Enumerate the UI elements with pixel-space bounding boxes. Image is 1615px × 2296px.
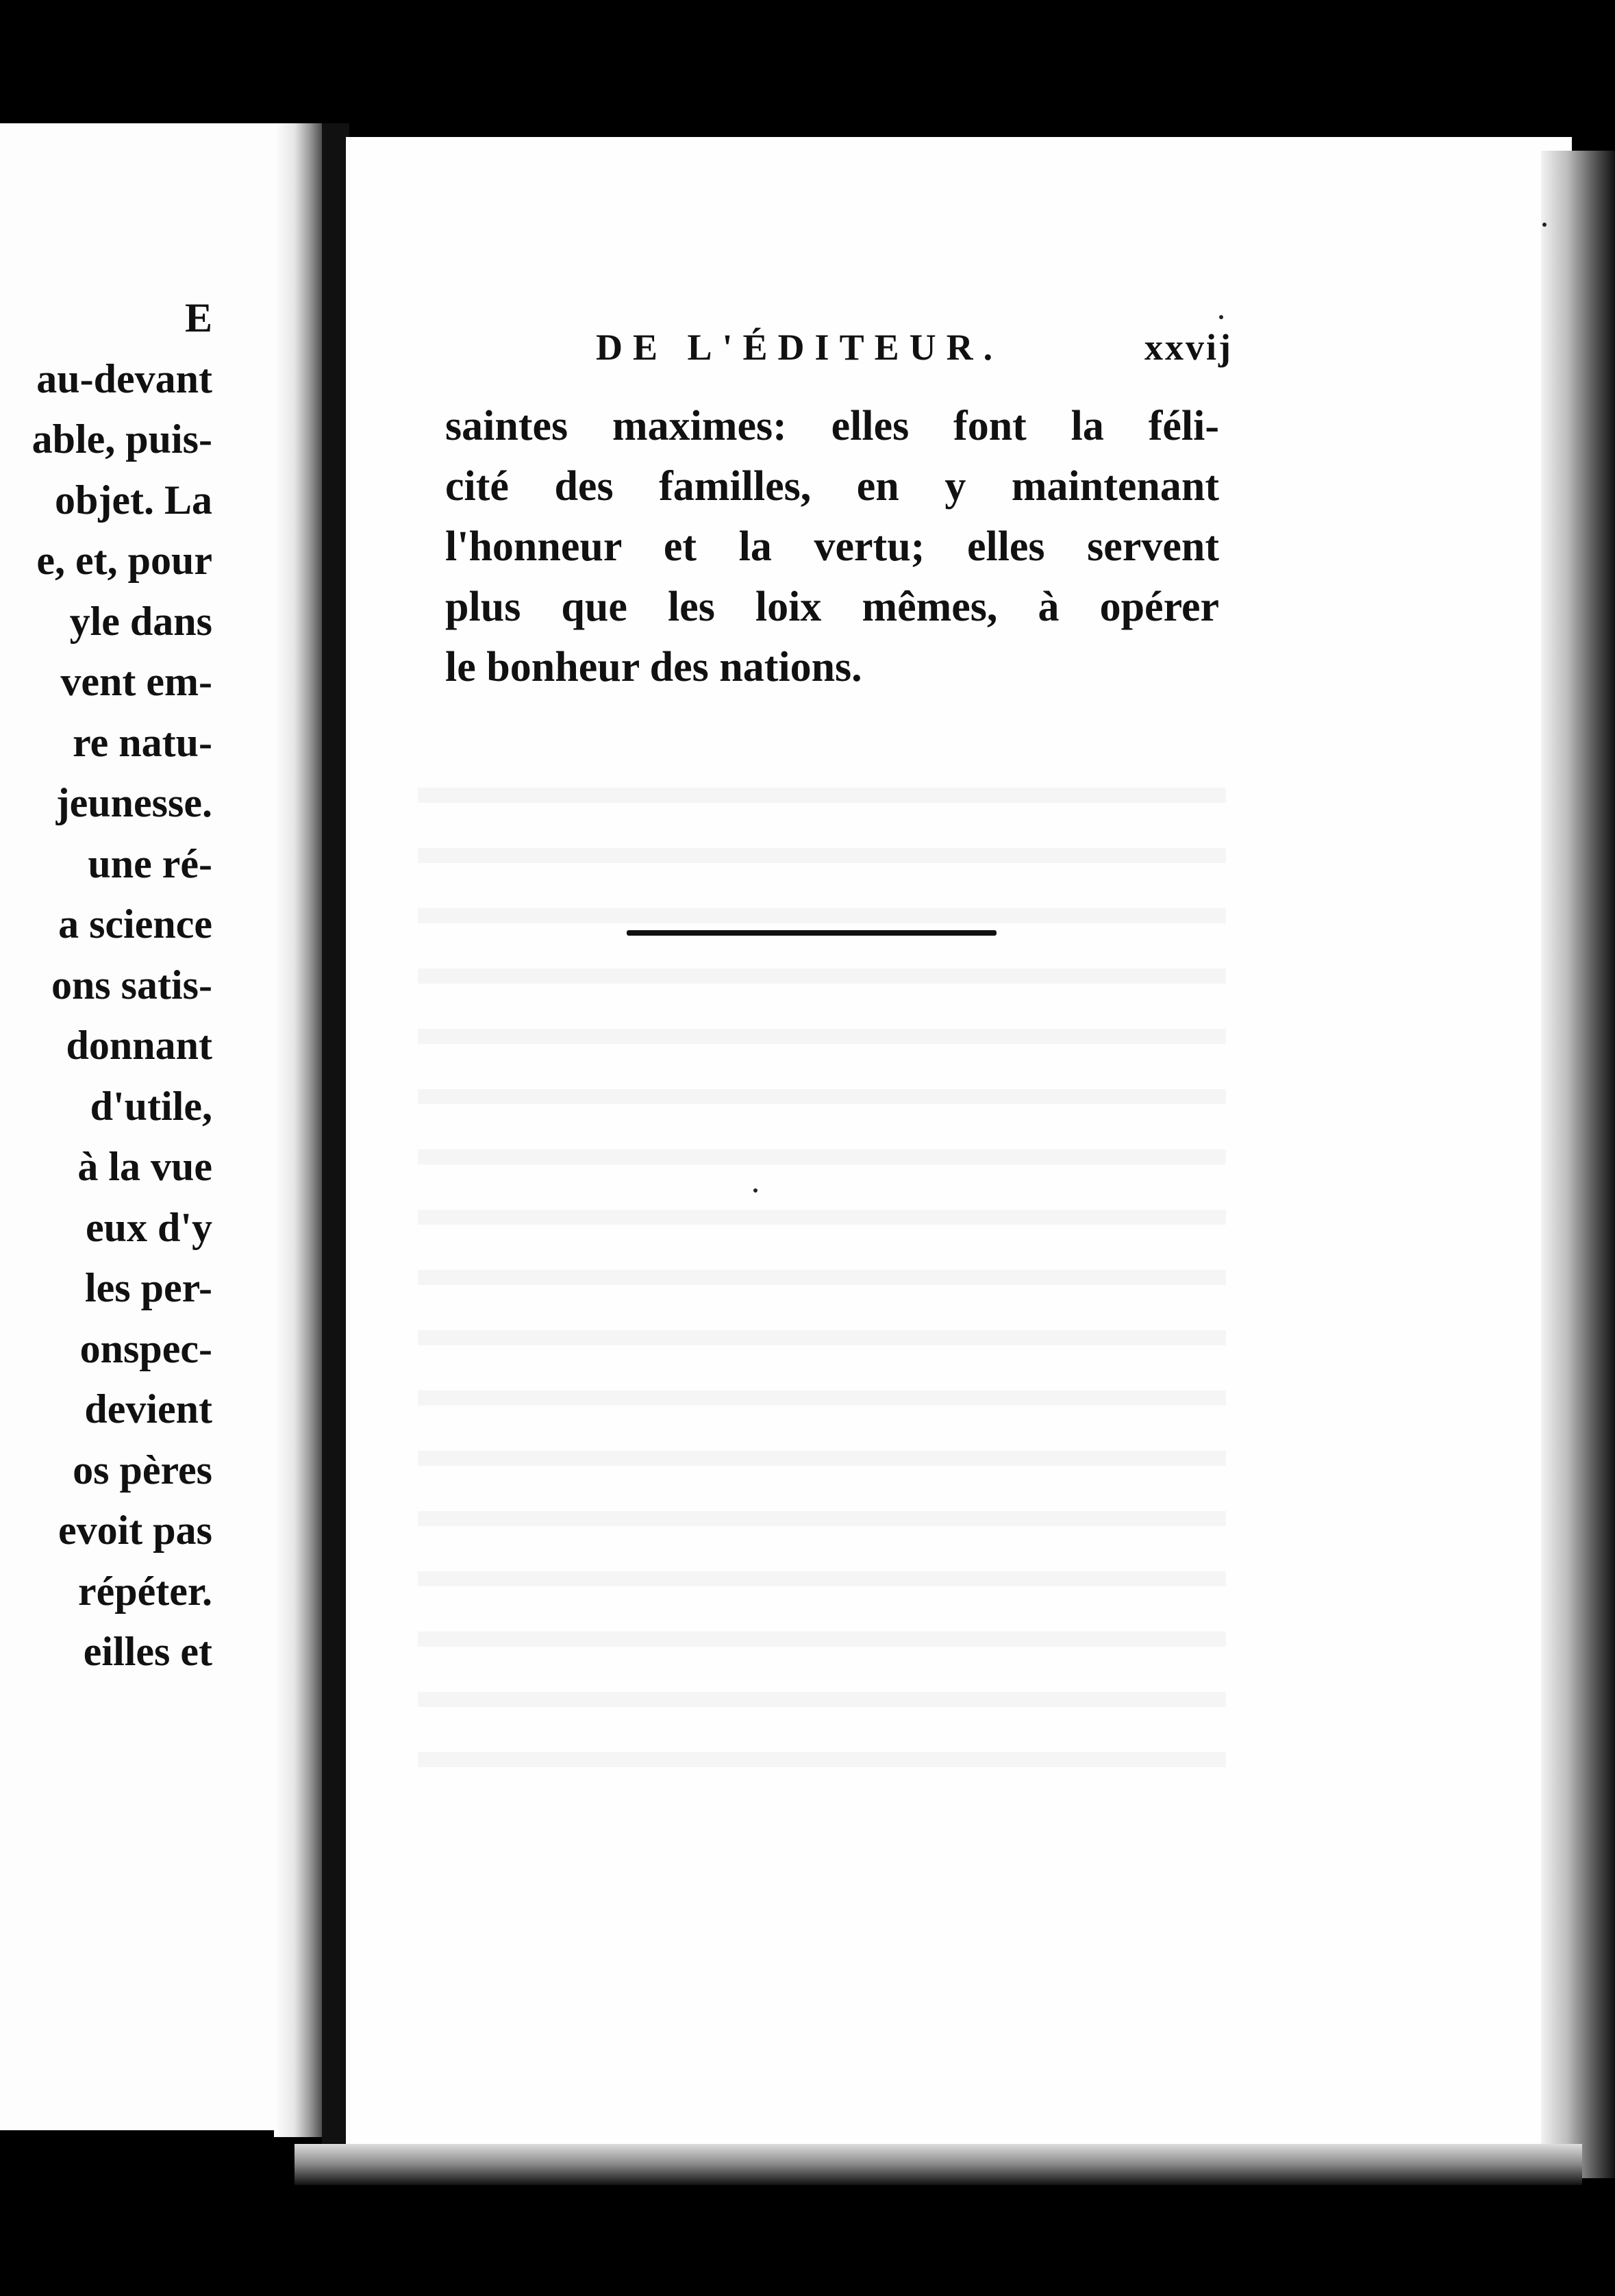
left-line: les per- [84,1265,212,1310]
left-line: objet. La [55,477,212,523]
left-line: yle dans [69,598,212,644]
left-line: able, puis- [32,416,212,462]
left-line: e, et, pour [36,538,212,583]
ink-speck [1219,315,1223,319]
ink-speck [753,1188,758,1193]
text-line: plus que les loix mêmes, à opérer [445,584,1219,630]
text-line: saintes maximes: elles font la féli- [445,403,1219,449]
left-line: au-devant [36,355,212,401]
bottom-page-edge [295,2144,1582,2185]
left-line: os pères [73,1447,212,1493]
left-line: eilles et [83,1629,212,1674]
left-page-edge-shadow [274,123,325,2137]
page-number: xxvij [1144,327,1233,368]
left-line: onspec- [79,1325,212,1371]
left-line: vent em- [60,659,212,704]
left-line: E [184,295,212,340]
left-page-text [0,288,212,1682]
ink-speck [1542,223,1547,227]
left-line: une ré- [88,840,212,886]
right-page-text [445,396,1219,697]
running-header [596,326,1233,374]
left-line: ons satis- [51,962,212,1008]
left-line: jeunesse. [55,780,212,825]
section-end-rule [627,930,997,936]
left-line: à la vue [77,1144,212,1189]
left-line: d'utile, [90,1083,212,1129]
left-line: a science [58,901,212,947]
text-line: le bonheur des nations. [445,644,862,690]
right-page-edge-stack [1541,151,1615,2178]
left-line: répéter. [78,1568,212,1614]
running-title: DE L'ÉDITEUR. [596,327,1003,368]
book-gutter [322,123,349,2164]
verso-show-through [418,747,1226,1801]
text-line: l'honneur et la vertu; elles servent [445,523,1219,570]
left-line: re natu- [73,719,212,765]
text-line: cité des familles, en y maintenant [445,463,1219,510]
left-line: devient [84,1386,212,1432]
left-line: eux d'y [85,1204,212,1250]
left-line: evoit pas [58,1508,212,1553]
left-line: donnant [66,1023,212,1068]
